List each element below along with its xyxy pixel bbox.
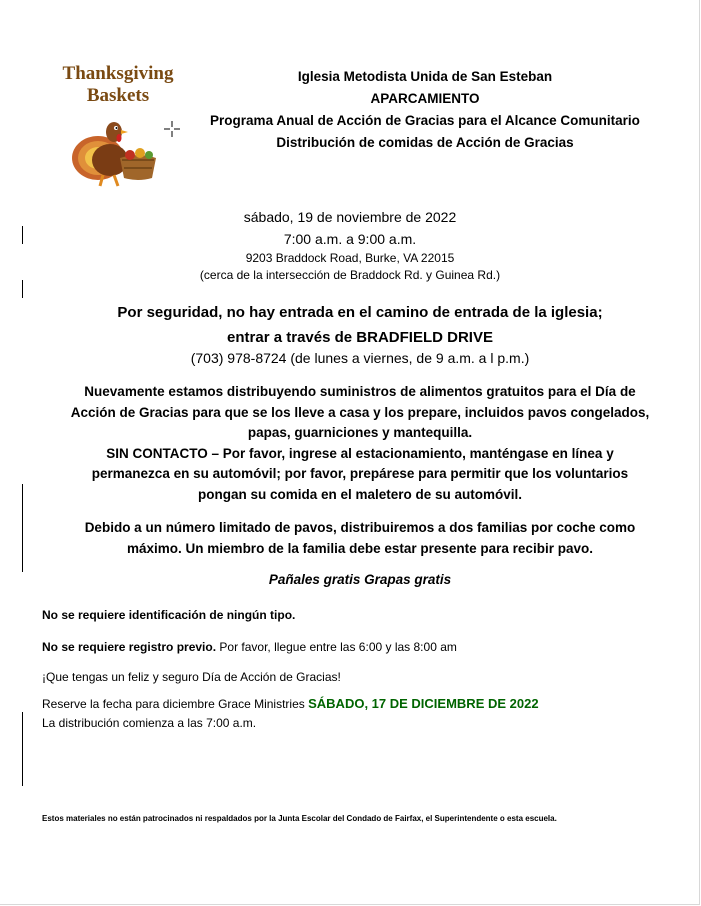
no-registration-note bbox=[42, 640, 457, 654]
disclaimer-footer: Estos materiales no están patrocinados ni respaldados por la Junta Escolar del Condado de Fairfax, el Superintendente o esta escuela. bbox=[42, 814, 557, 823]
parking-heading: APARCAMIENTO bbox=[370, 91, 480, 106]
church-name: Iglesia Metodista Unida de San Esteban bbox=[297, 69, 553, 84]
paragraph-line: pongan su comida en el maletero de su automóvil. bbox=[197, 486, 523, 502]
program-title: Programa Anual de Acción de Gracias para el Alcance Comunitario bbox=[210, 113, 640, 128]
arrival-window: Por favor, llegue entre las 6:00 y las 8:00 am bbox=[216, 640, 457, 654]
paragraph-line: SIN CONTACTO – Por favor, ingrese al estacionamiento, manténgase en línea y bbox=[106, 445, 614, 461]
free-items: Pañales gratis Grapas gratis bbox=[268, 572, 452, 587]
turkey-limit-paragraph bbox=[40, 518, 680, 559]
logo-line2: Baskets bbox=[86, 85, 150, 106]
distribution-paragraph bbox=[40, 382, 680, 505]
logo-line1: Thanksgiving bbox=[62, 63, 174, 84]
greeting: ¡Que tengas un feliz y seguro Día de Acción de Gracias! bbox=[42, 670, 341, 684]
reserve-date: SÁBADO, 17 DE DICIEMBRE DE 2022 bbox=[308, 696, 539, 711]
margin-mark bbox=[22, 484, 23, 572]
event-address: 9203 Braddock Road, Burke, VA 22015 bbox=[245, 251, 455, 265]
reserve-prefix: Reserve la fecha para diciembre Grace Ministries bbox=[42, 697, 309, 711]
church-header bbox=[180, 66, 670, 154]
no-id-note: No se requiere identificación de ningún tipo. bbox=[42, 608, 296, 622]
phone-info: (703) 978-8724 (de lunes a viernes, de 9 a.m. a l p.m.) bbox=[190, 350, 530, 366]
paragraph-line: Nuevamente estamos distribuyendo suministros de alimentos gratuitos para el Día de bbox=[84, 384, 636, 399]
safety-notice bbox=[40, 300, 680, 350]
safety-line2: entrar a través de BRADFIELD DRIVE bbox=[227, 329, 493, 346]
paragraph-line: Debido a un número limitado de pavos, distribuiremos a dos familias por coche como bbox=[84, 520, 636, 535]
reserve-date-note bbox=[42, 696, 539, 711]
margin-mark bbox=[22, 226, 23, 244]
crosshair-cursor-icon bbox=[163, 120, 181, 138]
event-date: sábado, 19 de noviembre de 2022 bbox=[243, 209, 457, 225]
paragraph-line: Acción de Gracias para que se los lleve a casa y los prepare, incluidos pavos congelados, bbox=[70, 404, 650, 420]
no-registration-bold: No se requiere registro previo. bbox=[42, 640, 217, 654]
paragraph-line: papas, guarniciones y mantequilla. bbox=[247, 425, 473, 440]
event-location-note: (cerca de la intersección de Braddock Rd. y Guinea Rd.) bbox=[199, 268, 501, 282]
margin-mark bbox=[22, 712, 23, 786]
event-time: 7:00 a.m. a 9:00 a.m. bbox=[283, 231, 417, 247]
paragraph-line: permanezca en su automóvil; por favor, prepárese para permitir que los voluntarios bbox=[91, 466, 629, 481]
distribution-start-note: La distribución comienza a las 7:00 a.m. bbox=[42, 716, 257, 730]
margin-mark bbox=[22, 280, 23, 298]
distribution-title: Distribución de comidas de Acción de Gracias bbox=[276, 135, 574, 150]
paragraph-line: máximo. Un miembro de la familia debe estar presente para recibir pavo. bbox=[127, 540, 593, 556]
safety-line1: Por seguridad, no hay entrada en el camino de entrada de la iglesia; bbox=[117, 304, 603, 321]
event-details bbox=[150, 206, 550, 284]
